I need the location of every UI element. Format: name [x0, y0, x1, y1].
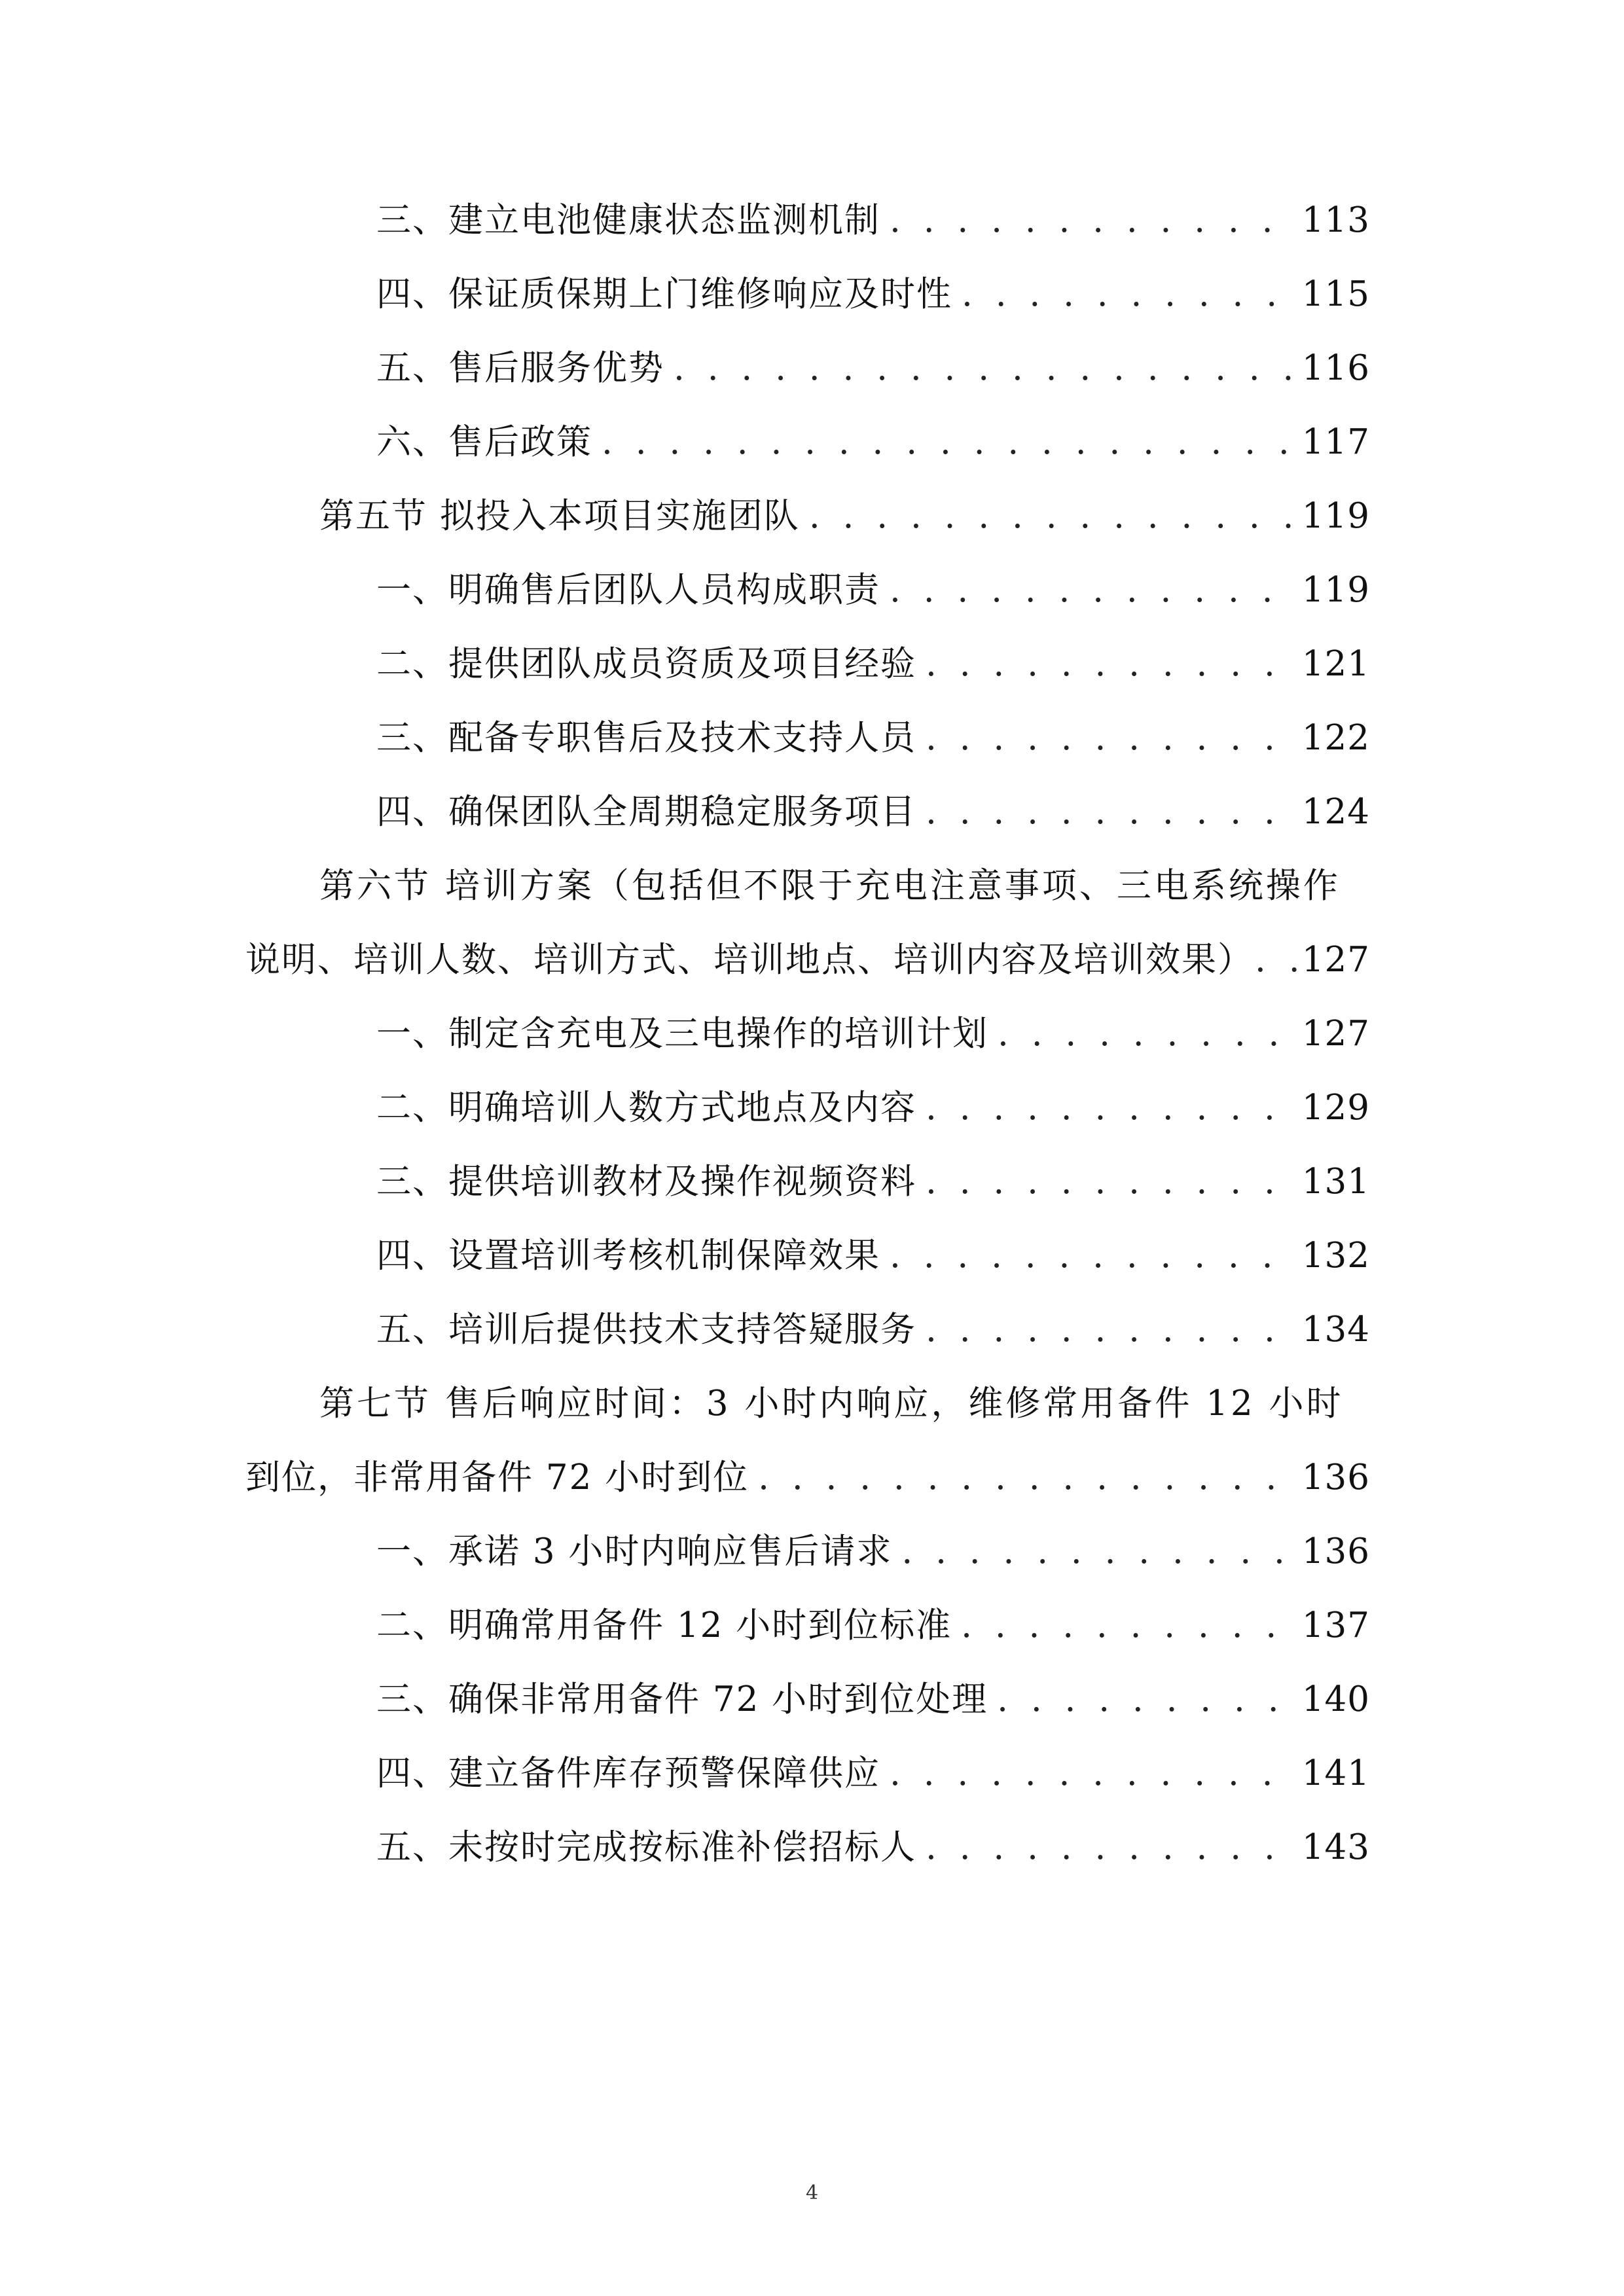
dot-leader: [1255, 942, 1297, 977]
toc-entry[interactable]: [376, 1014, 1370, 1054]
toc-entry-title: 三、建立电池健康状态监测机制: [376, 200, 880, 240]
toc-entry[interactable]: [376, 1088, 1370, 1128]
dot-leader: [926, 721, 1293, 755]
toc-entry-title: 三、提供培训教材及操作视频资料: [376, 1162, 916, 1202]
toc-entry-page: 131: [1301, 1162, 1370, 1202]
dot-leader: [962, 277, 1293, 312]
toc-entry-title: 二、提供团队成员资质及项目经验: [376, 644, 916, 684]
toc-entry[interactable]: [376, 1310, 1370, 1350]
toc-entry-page: 127: [1301, 940, 1370, 980]
toc-entry-page: 137: [1301, 1605, 1370, 1645]
toc-entry-page: 143: [1301, 1827, 1370, 1867]
toc-entry-page: 127: [1301, 1014, 1370, 1054]
toc-entry[interactable]: [376, 1753, 1370, 1793]
toc-entry-title: 一、明确售后团队人员构成职责: [376, 570, 880, 610]
toc-entry[interactable]: [376, 1605, 1370, 1645]
dot-leader: [926, 647, 1293, 681]
dot-leader: [926, 1312, 1293, 1347]
toc-entry[interactable]: [376, 1236, 1370, 1276]
dot-leader: [890, 573, 1293, 607]
dot-leader: [926, 1830, 1293, 1865]
dot-leader: [926, 795, 1293, 829]
toc-entry[interactable]: [376, 274, 1370, 314]
toc-entry-title: 第五节 拟投入本项目实施团队: [319, 496, 800, 536]
dot-leader: [901, 1534, 1292, 1569]
toc-entry[interactable]: [376, 1679, 1370, 1719]
toc-entry-page: 136: [1301, 1532, 1370, 1571]
dot-leader: [809, 499, 1293, 533]
toc-entry-page: 129: [1301, 1088, 1370, 1128]
toc-entry[interactable]: [376, 570, 1370, 610]
toc-entry-page: 113: [1301, 200, 1370, 240]
toc-entry[interactable]: [376, 718, 1370, 758]
dot-leader: [926, 1090, 1293, 1125]
toc-entry[interactable]: [376, 422, 1370, 462]
toc-entry-page: 115: [1301, 274, 1370, 314]
dot-leader: [998, 1016, 1293, 1051]
toc-entry-page: 121: [1301, 644, 1370, 684]
toc-entry-page: 119: [1301, 496, 1370, 536]
dot-leader: [961, 1608, 1293, 1643]
toc-entry-page: 136: [1301, 1458, 1370, 1498]
toc-section-entry[interactable]: [245, 1458, 1370, 1498]
toc-section-title-line1[interactable]: 第六节 培训方案（包括但不限于充电注意事项、三电系统操作: [319, 866, 1341, 906]
toc-entry[interactable]: [376, 200, 1370, 240]
toc-entry-title: 五、培训后提供技术支持答疑服务: [376, 1310, 916, 1350]
dot-leader: [674, 351, 1293, 386]
toc-entry[interactable]: [376, 1162, 1370, 1202]
toc-entry[interactable]: [376, 792, 1370, 832]
dot-leader: [890, 203, 1293, 238]
toc-entry-title: 五、未按时完成按标准补偿招标人: [376, 1827, 916, 1867]
page-number: 4: [805, 2181, 819, 2204]
dot-leader: [758, 1460, 1293, 1495]
toc-entry-page: 132: [1301, 1236, 1370, 1276]
toc-entry-title: 五、售后服务优势: [376, 348, 664, 388]
toc-entry-title: 说明、培训人数、培训方式、培训地点、培训内容及培训效果）: [245, 940, 1254, 980]
dot-leader: [602, 425, 1293, 459]
toc-entry-page: 122: [1301, 718, 1370, 758]
toc-entry-title: 到位，非常用备件 72 小时到位: [245, 1458, 749, 1498]
toc-entry-title: 二、明确常用备件 12 小时到位标准: [376, 1605, 952, 1645]
toc-entry-title: 二、明确培训人数方式地点及内容: [376, 1088, 916, 1128]
toc-entry-title: 三、配备专职售后及技术支持人员: [376, 718, 916, 758]
toc-entry-title: 四、建立备件库存预警保障供应: [376, 1753, 880, 1793]
toc-section-title-line1[interactable]: 第七节 售后响应时间：3 小时内响应，维修常用备件 12 小时: [319, 1384, 1344, 1424]
toc-entry-title: 四、确保团队全周期稳定服务项目: [376, 792, 916, 832]
toc-entry-title: 四、保证质保期上门维修响应及时性: [376, 274, 952, 314]
dot-leader: [997, 1682, 1293, 1717]
toc-section-entry[interactable]: [319, 496, 1370, 536]
toc-entry[interactable]: [376, 1827, 1370, 1867]
toc-entry[interactable]: [376, 1534, 1370, 1569]
dot-leader: [926, 1164, 1293, 1199]
toc-entry[interactable]: [376, 348, 1370, 388]
toc-entry-title: 四、设置培训考核机制保障效果: [376, 1236, 880, 1276]
toc-entry-page: 116: [1301, 348, 1370, 388]
toc-entry[interactable]: [376, 644, 1370, 684]
dot-leader: [890, 1756, 1293, 1791]
toc-entry-page: 117: [1301, 422, 1370, 462]
toc-entry-title: 一、承诺 3 小时内响应售后请求: [376, 1532, 893, 1571]
toc-entry-page: 140: [1301, 1679, 1370, 1719]
dot-leader: [890, 1238, 1293, 1273]
toc-entry-page: 119: [1301, 570, 1370, 610]
toc-entry-title: 六、售后政策: [376, 422, 592, 462]
toc-entry-page: 141: [1301, 1753, 1370, 1793]
toc-entry-page: 134: [1301, 1310, 1370, 1350]
toc-entry-page: 124: [1301, 792, 1370, 832]
toc-entry-title: 一、制定含充电及三电操作的培训计划: [376, 1014, 988, 1054]
toc-section-entry[interactable]: [245, 940, 1370, 980]
toc-entry-title: 三、确保非常用备件 72 小时到位处理: [376, 1679, 988, 1719]
